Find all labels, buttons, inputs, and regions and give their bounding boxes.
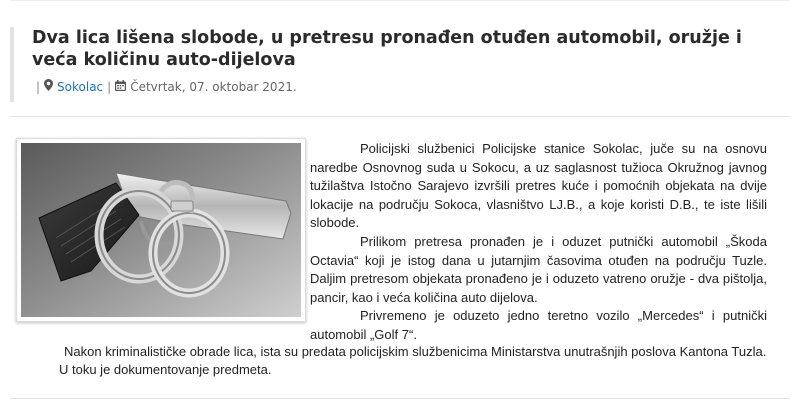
meta-separator: |	[107, 79, 112, 94]
calendar-icon	[115, 80, 126, 94]
article-photo	[16, 138, 306, 322]
article-title: Dva lica lišena slobode, u pretresu pronađen otuđen automobil, oružje i veća količinu auto-dijelova	[32, 28, 742, 70]
paragraph: U toku je dokumentovanje predmeta.	[59, 362, 272, 377]
location-link[interactable]: Sokolac	[57, 79, 104, 94]
bottom-divider	[10, 398, 790, 399]
article-meta	[32, 79, 297, 94]
paragraph: Prilikom pretresa pronađen je i oduzet putnički automobil „Škoda Octavia“ koji je istog dana u jutarnjim časovima otuđen na području Tuzle. Daljim pretresom objekata pronađeno je i oduzeto vatreno oružje - dva pištolja, pancir, kao i veća količina auto dijelova.	[310, 233, 767, 305]
article-body-wrapped	[310, 140, 767, 345]
paragraph: Privremeno je oduzeto jedno teretno vozilo „Mercedes“ i putnički automobil „Golf 7“.	[310, 308, 767, 342]
header-divider	[10, 116, 790, 117]
map-marker-icon	[44, 79, 53, 94]
paragraph: Policijski službenici Policijske stanice Sokolac, juče su na osnovu naredbe Osnovnog suda u Sokocu, a uz saglasnost tužioca Okružnog javnog tužilaštva Istočno Sarajevo izvršili pretres kuće i pomoćnih objekata na dvije lokacije na području Sokoca, vlasništvo LJ.B., a koje koristi D.B., te iste lišili slobode.	[310, 141, 767, 231]
top-divider	[10, 0, 790, 1]
article-header	[10, 27, 794, 102]
article-date: Četvrtak, 07. oktobar 2021.	[130, 79, 297, 94]
paragraph: Nakon kriminalističke obrade lica, ista su predata policijskim službenicima Ministarstva unutrašnjih poslova Kantona Tuzla.	[64, 344, 767, 359]
pistol-handcuffs-image	[21, 143, 301, 317]
meta-separator: |	[36, 79, 41, 94]
